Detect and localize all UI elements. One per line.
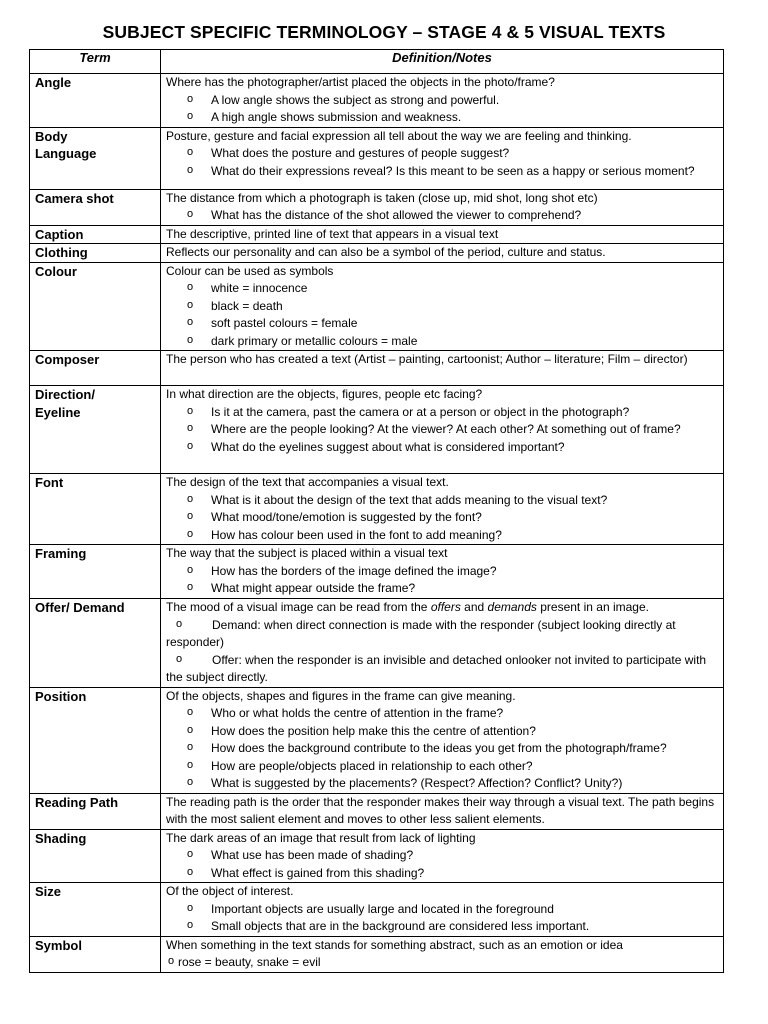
table-row [30, 386, 724, 474]
definition-cell [161, 793, 724, 829]
bullet-point: o black = death [166, 298, 718, 316]
term-cell: Composer [30, 351, 161, 386]
bullet-point: o Small objects that are in the background are considered less important. [166, 918, 718, 936]
definition-text: The mood of a visual image can be read from the offers and demands present in an image. [166, 600, 649, 614]
definition-cell [161, 599, 724, 688]
definition-text: When something in the text stands for something abstract, such as an emotion or idea [166, 937, 623, 952]
table-row [30, 225, 724, 244]
bullet-point: o How does the position help make this the centre of attention? [166, 723, 718, 741]
definition-cell [161, 386, 724, 474]
bullet-point: o A high angle shows submission and weakness. [166, 109, 718, 127]
bullet-point: o What does the posture and gestures of people suggest? [166, 145, 718, 163]
bullet-point: o How has colour been used in the font to add meaning? [166, 527, 718, 545]
bullet-point: o What is it about the design of the text that adds meaning to the visual text? [166, 492, 718, 510]
table-row [30, 829, 724, 883]
term-cell: Position [30, 687, 161, 793]
definition-cell [161, 74, 724, 128]
bullet-list [166, 563, 718, 598]
table-row [30, 127, 724, 189]
term-cell: Size [30, 883, 161, 937]
bullet-list [166, 705, 718, 793]
definition-cell [161, 262, 724, 351]
definition-text: The reading path is the order that the responder makes their way through a visual text. The path begins with the most salient element and moves to other less salient elements. [166, 794, 715, 826]
bullet-list [166, 847, 718, 882]
definition-cell [161, 189, 724, 225]
definition-text: Colour can be used as symbols [166, 263, 334, 278]
bullet-point: o What effect is gained from this shading? [166, 865, 718, 883]
definition-text: Where has the photographer/artist placed the objects in the photo/frame? [166, 75, 555, 89]
table-row [30, 599, 724, 688]
term-cell: Direction/ Eyeline [30, 386, 161, 474]
bullet-list [166, 492, 718, 545]
term-cell: Framing [30, 545, 161, 599]
table-row [30, 244, 724, 263]
bullet-point: o soft pastel colours = female [166, 315, 718, 333]
term-cell: Angle [30, 74, 161, 128]
table-row [30, 793, 724, 829]
table-row [30, 351, 724, 386]
table-row [30, 474, 724, 545]
term-cell: Offer/ Demand [30, 599, 161, 688]
table-row [30, 189, 724, 225]
term-cell: Font [30, 474, 161, 545]
table-row [30, 936, 724, 972]
definition-cell [161, 545, 724, 599]
bullet-point: o Who or what holds the centre of attention in the frame? [166, 705, 718, 723]
definition-text: Reflects our personality and can also be a symbol of the period, culture and status. [166, 245, 606, 259]
definition-cell [161, 127, 724, 189]
bullet-point: o How does the background contribute to the ideas you get from the photograph/frame? [166, 740, 718, 758]
definition-text: The way that the subject is placed within a visual text [166, 546, 448, 560]
definition-text: The dark areas of an image that result from lack of lighting [166, 830, 476, 845]
definition-text: Posture, gesture and facial expression all tell about the way we are feeling and thinking. [166, 128, 632, 143]
bullet-point: o Important objects are usually large and located in the foreground [166, 901, 718, 919]
table-row [30, 262, 724, 351]
term-cell: Body Language [30, 127, 161, 189]
bullet-point: o Where are the people looking? At the viewer? At each other? At something out of frame? [166, 421, 718, 439]
definition-text: Of the object of interest. [166, 884, 294, 898]
definition-cell [161, 687, 724, 793]
bullet-list [166, 280, 718, 350]
bullet-point: o What is suggested by the placements? (Respect? Affection? Conflict? Unity?) [166, 775, 718, 793]
table-row [30, 687, 724, 793]
bullet-list [166, 404, 718, 457]
bullet-point: o What do their expressions reveal? Is this meant to be seen as a happy or serious moment? [166, 163, 718, 181]
term-cell: Colour [30, 262, 161, 351]
bullet-point: o What might appear outside the frame? [166, 580, 718, 598]
definition-cell [161, 883, 724, 937]
bullet-point: o white = innocence [166, 280, 718, 298]
term-cell: Caption [30, 225, 161, 244]
page-title: SUBJECT SPECIFIC TERMINOLOGY – STAGE 4 & 5 VISUAL TEXTS [102, 22, 666, 42]
bullet-point: o How are people/objects placed in relationship to each other? [166, 758, 718, 776]
bullet-point: o Demand: when direct connection is made with the responder (subject looking directly at responder) [166, 617, 718, 652]
table-header-row [30, 50, 724, 74]
term-cell: Reading Path [30, 793, 161, 829]
definition-text: In what direction are the objects, figures, people etc facing? [166, 387, 483, 401]
definition-cell [161, 225, 724, 244]
bullet-list [166, 617, 718, 687]
definition-text: Of the objects, shapes and figures in the frame can give meaning. [166, 688, 516, 703]
bullet-point: o What has the distance of the shot allowed the viewer to comprehend? [166, 207, 718, 225]
bullet-point: o A low angle shows the subject as strong and powerful. [166, 92, 718, 110]
definition-cell [161, 936, 724, 972]
definition-cell [161, 474, 724, 545]
definition-cell [161, 244, 724, 263]
bullet-list [166, 207, 718, 225]
term-cell: Shading [30, 829, 161, 883]
term-cell: Clothing [30, 244, 161, 263]
table-row [30, 883, 724, 937]
term-cell: Symbol [30, 936, 161, 972]
definition-text: The design of the text that accompanies a visual text. [166, 475, 449, 489]
terminology-table [29, 49, 724, 973]
bullet-list [166, 954, 718, 972]
bullet-point: o Is it at the camera, past the camera or at a person or object in the photograph? [166, 404, 718, 422]
definition-column-header: Definition/Notes [161, 50, 724, 74]
bullet-point: o What mood/tone/emotion is suggested by the font? [166, 509, 718, 527]
bullet-point: o rose = beauty, snake = evil [166, 954, 718, 972]
definition-cell [161, 829, 724, 883]
definition-cell [161, 351, 724, 386]
definition-text: The descriptive, printed line of text that appears in a visual text [166, 226, 499, 241]
bullet-point: o What use has been made of shading? [166, 847, 718, 865]
definition-text: The distance from which a photograph is taken (close up, mid shot, long shot etc) [166, 190, 598, 205]
bullet-point: o What do the eyelines suggest about what is considered important? [166, 439, 718, 457]
bullet-point: o Offer: when the responder is an invisible and detached onlooker not invited to participate with the subject directly. [166, 652, 718, 687]
bullet-list [166, 901, 718, 936]
bullet-list [166, 92, 718, 127]
definition-text: The person who has created a text (Artist – painting, cartoonist; Author – literature; Film – director) [166, 352, 688, 366]
term-cell: Camera shot [30, 189, 161, 225]
table-row [30, 545, 724, 599]
bullet-point: o How has the borders of the image defined the image? [166, 563, 718, 581]
term-column-header: Term [30, 50, 161, 74]
bullet-list [166, 145, 718, 180]
table-row [30, 74, 724, 128]
bullet-point: o dark primary or metallic colours = male [166, 333, 718, 351]
